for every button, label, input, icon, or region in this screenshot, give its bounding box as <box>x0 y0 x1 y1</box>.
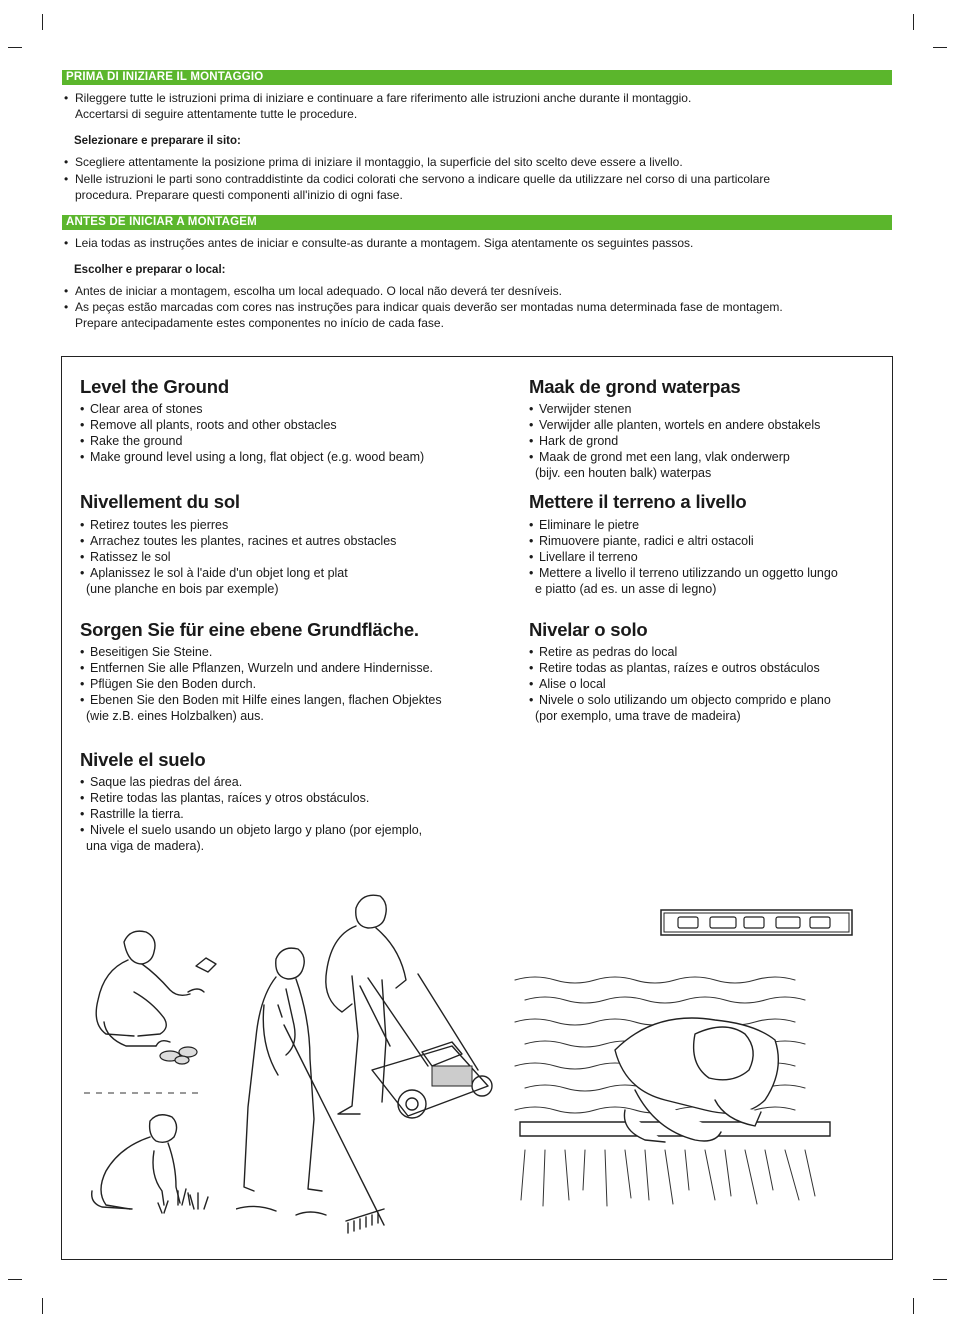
crop-mark <box>913 14 914 30</box>
crop-mark <box>8 47 22 48</box>
section-bar-pt: ANTES DE INICIAR A MONTAGEM <box>62 215 892 230</box>
pt-bullet-1: • Antes de iniciar a montagem, escolha um local adequado. O local não deverá ter desníveis. <box>64 284 562 298</box>
list-nl: • Verwijder stenen • Verwijder alle planten, wortels en andere obstakels • Hark de grond • Maak de grond met een lang, vlak onderwerp (bijv. een houten balk) waterpas <box>529 401 820 481</box>
heading-pt: Nivelar o solo <box>529 619 648 640</box>
heading-it: Mettere il terreno a livello <box>529 491 747 512</box>
person-pulling-weeds-icon <box>84 1105 224 1225</box>
list-it: • Eliminare le pietre • Rimuovere piante, radici e altri ostacoli • Livellare il terreno • Mettere a livello il terreno utilizzando un oggetto lungo e piatto (ad es. un asse di legno) <box>529 517 838 597</box>
list-pt: • Retire as pedras do local • Retire todas as plantas, raízes e outros obstáculos • Alise o local • Nivele o solo utilizando um objecto comprido e plano (por exemplo, uma trave de madeira) <box>529 644 831 724</box>
crop-mark <box>42 14 43 30</box>
person-picking-stones-icon <box>84 922 224 1070</box>
it-intro: • Rileggere tutte le istruzioni prima di iniziare e continuare a fare riferimento alle istruzioni anche durante il montaggio. Accertarsi di seguire attentamente tutte le procedure. <box>64 91 692 121</box>
person-leveling-ground-icon <box>505 960 850 1210</box>
dashed-separator <box>84 1090 204 1096</box>
pt-site-title: Escolher e preparar o local: <box>74 264 226 276</box>
list-en: • Clear area of stones • Remove all plants, roots and other obstacles • Rake the ground • Make ground level using a long, flat object (e.g. wood beam) <box>80 401 424 465</box>
crop-mark <box>8 1279 22 1280</box>
list-de: • Beseitigen Sie Steine. • Entfernen Sie alle Pflanzen, Wurzeln und andere Hindernisse. • Pflügen Sie den Boden durch. • Ebenen Sie den Boden mit Hilfe eines langen, flachen Objektes (wie z.B. eines Holzbalken) aus. <box>80 644 442 724</box>
pt-intro: • Leia todas as instruções antes de iniciar e consulte-as durante a montagem. Siga atentamente os seguintes passos. <box>64 236 694 250</box>
crop-mark <box>42 1298 43 1314</box>
list-es: • Saque las piedras del área. • Retire todas las plantas, raíces y otros obstáculos. • Rastrille la tierra. • Nivele el suelo usando un objeto largo y plano (por ejemplo, una viga de madera). <box>80 774 422 854</box>
heading-es: Nivele el suelo <box>80 749 206 770</box>
crop-mark <box>933 47 947 48</box>
section-bar-it: PRIMA DI INIZIARE IL MONTAGGIO <box>62 70 892 85</box>
crop-mark <box>913 1298 914 1314</box>
person-mowing-icon <box>312 890 502 1130</box>
it-bullet-1: • Scegliere attentamente la posizione prima di iniziare il montaggio, la superficie del sito scelto deve essere a livello. <box>64 155 683 169</box>
heading-de: Sorgen Sie für eine ebene Grundfläche. <box>80 619 419 640</box>
crop-mark <box>933 1279 947 1280</box>
spirit-level-icon <box>660 909 853 936</box>
list-fr: • Retirez toutes les pierres • Arrachez toutes les plantes, racines et autres obstacles • Ratissez le sol • Aplanissez le sol à l'aide d'un objet long et plat (une planche en bois par exemple) <box>80 517 396 597</box>
heading-nl: Maak de grond waterpas <box>529 376 741 397</box>
heading-fr: Nivellement du sol <box>80 491 240 512</box>
pt-bullet-2: • As peças estão marcadas com cores nas instruções para indicar quais deverão ser montadas numa determinada fase de montagem. Prepare antecipadamente estes componentes no início de cada fase. <box>64 300 783 330</box>
heading-en: Level the Ground <box>80 376 229 397</box>
it-bullet-2: • Nelle istruzioni le parti sono contraddistinte da codici colorati che servono a indicare quelle da utilizzare nel corso di una particolare procedura. Preparare questi componenti all'inizio di ogni fase. <box>64 172 771 202</box>
it-site-title: Selezionare e preparare il sito: <box>74 135 241 147</box>
